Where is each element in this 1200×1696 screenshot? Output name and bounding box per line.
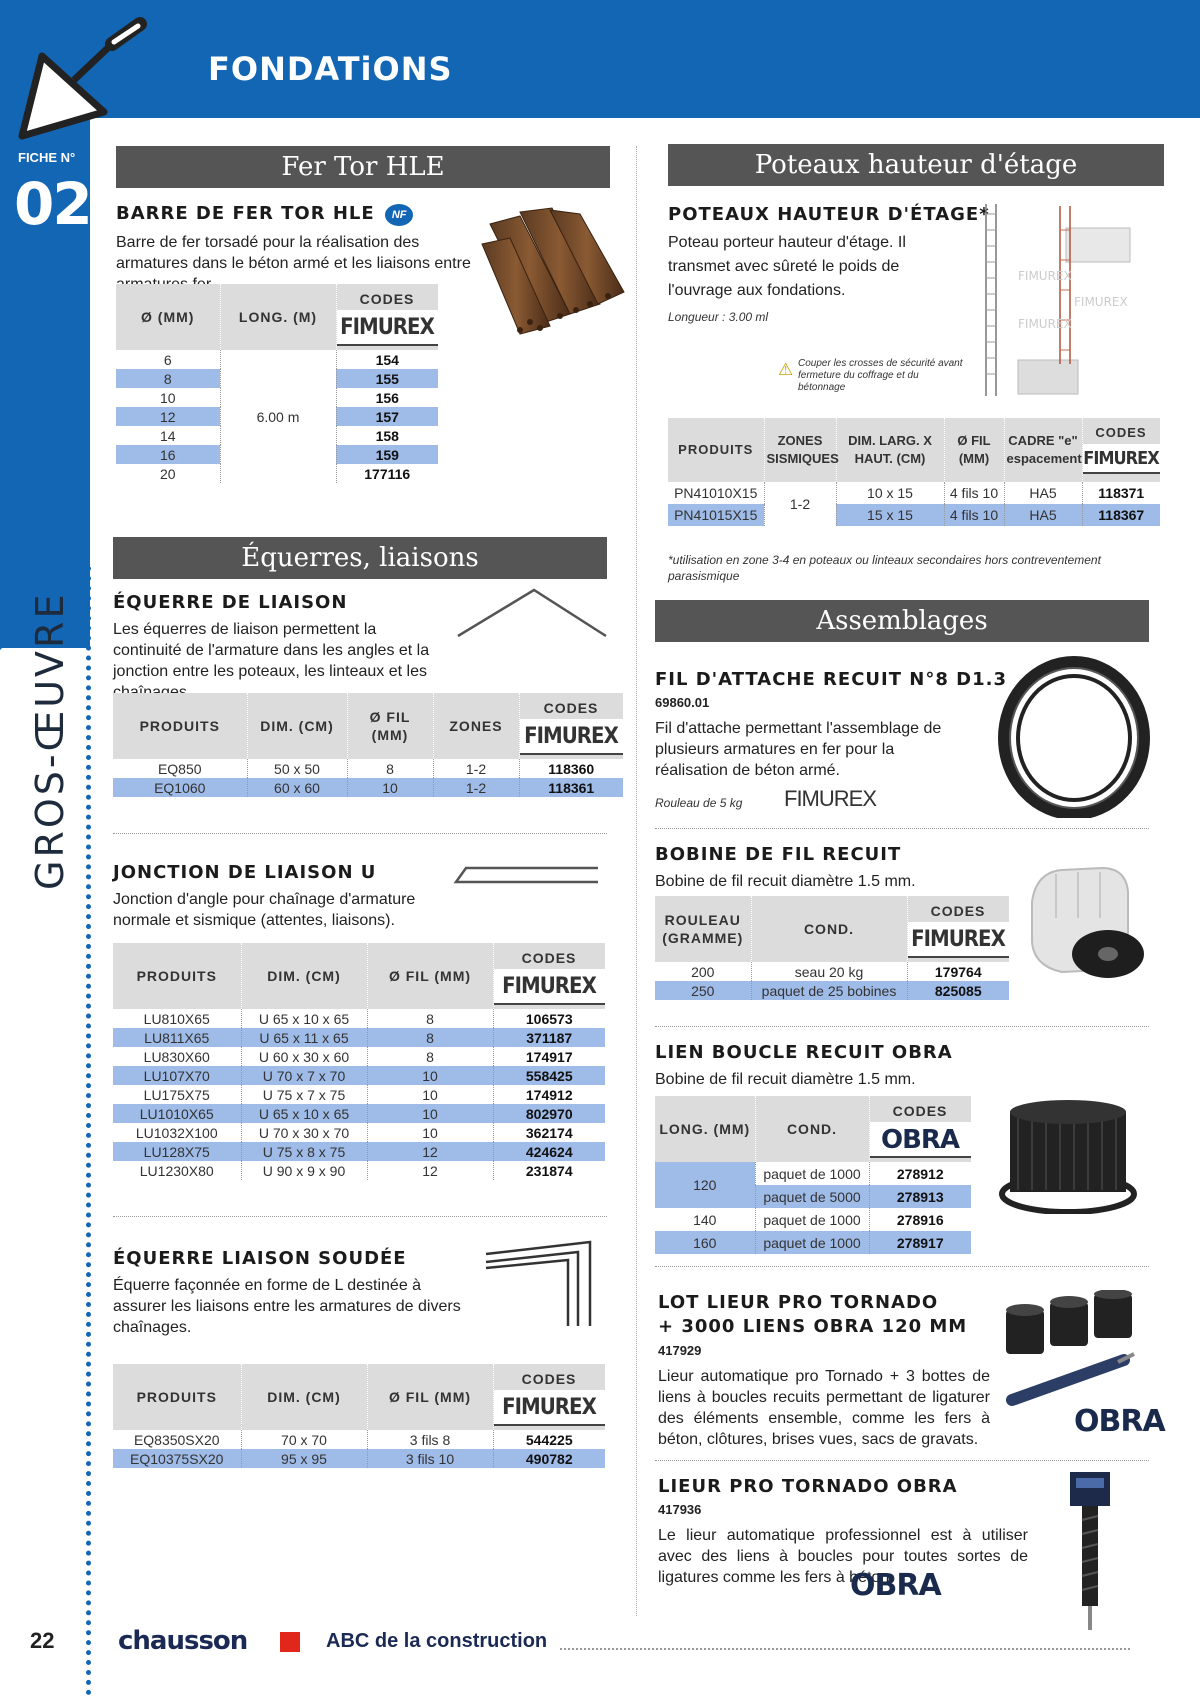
table-row: PN41010X15 1-2 10 x 15 4 fils 10 HA5 118371 [668,482,1160,504]
long-cell: 6.00 m [220,350,336,483]
fer-tor-title: BARRE DE FER TOR HLE [116,203,375,224]
table-cell: U 70 x 30 x 70 [241,1123,367,1142]
table-cell: LU128X75 [113,1142,241,1161]
table-cell: U 65 x 11 x 65 [241,1028,367,1047]
separator [113,833,607,834]
table-cell: seau 20 kg [751,962,907,981]
section-fer-tor: Fer Tor HLE [116,146,610,188]
lot-title-1: LOT LIEUR PRO TORNADO [658,1292,939,1313]
table-cell: 10 [367,1123,493,1142]
section-poteaux: Poteaux hauteur d'étage [668,144,1164,186]
table-cell: 200 [655,962,751,981]
table-cell: 8 [116,369,220,388]
table-cell: 70 x 70 [241,1430,367,1449]
table-cell: 825085 [907,981,1009,1000]
table-row [113,1123,605,1142]
table-cell: 3 fils 10 [367,1449,493,1468]
category-label: GROS-ŒUVRE [28,591,72,890]
wire-coil-image [998,656,1150,818]
col-codes: CODES FIMUREX [493,1364,605,1430]
bobine-title: BOBINE DE FIL RECUIT [655,844,902,865]
table-cell: 362174 [525,1124,573,1141]
section-equerres: Équerres, liaisons [113,537,607,579]
fimurex-logo: FIMUREX [520,719,623,755]
table-cell: LU175X75 [113,1085,241,1104]
table-row: 140 paquet de 1000 278916 [655,1208,971,1231]
col-cadre: CADRE "e" espacement [1004,418,1082,482]
chausson-logo: chausson [118,1626,248,1656]
table-cell: LU107X70 [113,1066,241,1085]
table-cell: 6 [116,350,220,369]
col-fil: Ø FIL (MM) [944,418,1004,482]
lien-title: LIEN BOUCLE RECUIT OBRA [655,1042,953,1063]
trowel-icon [12,16,152,146]
col-codes: CODES FIMUREX [336,284,438,350]
soudee-table [113,1364,606,1468]
footer-tagline: ABC de la construction [326,1630,548,1652]
table-cell: LU1032X100 [113,1123,241,1142]
poteaux-longueur: Longueur : 3.00 ml [668,310,769,324]
col-codes: CODES OBRA [869,1096,971,1162]
lot-title-2: + 3000 LIENS OBRA 120 MM [658,1316,968,1337]
side-dotted-line [86,566,91,1696]
jonction-desc: Jonction d'angle pour chaînage d'armature normale et sismique (attentes, liaisons). [113,891,416,929]
poteaux-warning: ⚠ Couper les crosses de sécurité avant fermeture du coffrage et du bétonnage [778,358,963,393]
soudee-title: ÉQUERRE LIAISON SOUDÉE [113,1248,407,1269]
separator [655,1266,1149,1267]
table-cell: 3 fils 8 [367,1430,493,1449]
col-dim: DIM. (CM) [241,943,367,1009]
section-assemblages: Assemblages [655,600,1149,642]
soudee-desc: Équerre façonnée en forme de L destinée à assurer les liaisons entre les armatures de divers chaînages. [113,1277,461,1336]
table-cell: U 65 x 10 x 65 [241,1009,367,1028]
lieur-tool-image [1060,1470,1120,1636]
col-codes: CODES FIMUREX [907,896,1009,962]
lieur-ref: 417936 [658,1502,702,1517]
svg-text:FIMUREX: FIMUREX [1074,295,1128,309]
table-cell: 156 [375,389,399,406]
fil-ref: 69860.01 [655,695,710,710]
table-row: 160 paquet de 1000 278917 [655,1231,971,1254]
col-codes: CODES FIMUREX [1082,418,1160,482]
fimurex-logo: FIMUREX [784,786,876,811]
fil-note: Rouleau de 5 kg [655,796,743,810]
fimurex-logo: FIMUREX [494,1390,605,1426]
col-produits: PRODUITS [113,1364,241,1430]
col-rouleau: ROULEAU (GRAMME) [655,896,751,962]
table-cell: 50 x 50 [247,759,347,778]
table-cell: 106573 [525,1010,573,1027]
col-cond: COND. [751,896,907,962]
col-codes: CODES FIMUREX [493,943,605,1009]
svg-text:FIMUREX: FIMUREX [1018,269,1072,283]
obra-logo: OBRA [870,1122,971,1158]
col-diam: Ø (MM) [116,284,220,350]
table-row [113,1161,605,1180]
table-cell: 157 [336,407,438,426]
table-cell: 10 [367,1104,493,1123]
table-cell: 14 [116,426,220,445]
obra-logo: OBRA [850,1568,941,1603]
col-zones: ZONES [433,693,519,759]
table-cell: 174917 [525,1048,573,1065]
table-row [113,759,623,778]
table-cell: U 75 x 8 x 75 [241,1142,367,1161]
fimurex-logo: FIMUREX [908,922,1009,958]
table-cell: LU810X65 [113,1009,241,1028]
lot-tornado-image [1002,1290,1138,1410]
rebar-bundle-image [480,204,628,340]
table-cell: 12 [367,1161,493,1180]
fiche-label: FICHE N° [18,150,76,165]
warning-icon: ⚠ [778,360,794,379]
page-title: FONDATiONS [208,50,453,88]
col-fil: Ø FIL (MM) [367,1364,493,1430]
fimurex-logo: FIMUREX [1083,444,1160,474]
separator [655,1460,1149,1461]
fimurex-watermark [1018,269,1128,331]
equerre-image [454,584,610,640]
col-fil: Ø FIL (MM) [367,943,493,1009]
bobine-desc: Bobine de fil recuit diamètre 1.5 mm. [655,873,916,890]
table-cell: 424624 [493,1142,605,1161]
poteaux-footnote: *utilisation en zone 3-4 en poteaux ou linteaux secondaires hors contreventement parasismique [668,553,1101,583]
table-cell: 1-2 [433,778,519,797]
table-cell: U 90 x 9 x 90 [241,1161,367,1180]
fer-tor-title-row [116,203,413,226]
table-row [113,1430,605,1449]
table-cell: U 65 x 10 x 65 [241,1104,367,1123]
table-cell: EQ1060 [113,778,247,797]
col-produits: PRODUITS [113,693,247,759]
table-row [113,1028,605,1047]
table-row [113,778,623,797]
table-cell: 10 [367,1066,493,1085]
table-cell: EQ850 [113,759,247,778]
table-cell: U 70 x 7 x 70 [241,1066,367,1085]
col-long: LONG. (M) [220,284,336,350]
lot-ref: 417929 [658,1343,702,1358]
lot-desc: Lieur automatique pro Tornado + 3 bottes de liens à boucles recuits permettant de ligaturer des éléments ensemble, comme les fers à béton, clôtures, brises vues, sacs de gravats. [658,1368,990,1448]
table-row: 120 paquet de 1000 278912 [655,1162,971,1185]
table-cell: 118360 [548,760,595,777]
bobine-hand-image [1022,862,1150,986]
table-row [113,1142,605,1161]
table-cell: 154 [375,351,399,368]
table-cell: 159 [336,445,438,464]
table-cell: 177116 [364,465,411,482]
lieur-desc: Le lieur automatique professionnel est à utiliser avec des liens à boucles pour toutes sortes de ligatures comme les fers à béton. [658,1527,1028,1586]
table-row [113,1449,605,1468]
table-cell: 371187 [493,1028,605,1047]
poteaux-image [978,200,1168,400]
lien-table [655,1096,972,1254]
separator [113,1216,607,1217]
chausson-mark-icon [280,1632,300,1652]
eq-liaison-title: ÉQUERRE DE LIAISON [113,592,348,613]
obra-logo: OBRA [1074,1404,1165,1439]
table-cell: 155 [336,369,438,388]
table-cell: paquet de 25 bobines [751,981,907,1000]
fiche-number: 02 [14,170,91,238]
table-cell: 544225 [525,1431,573,1448]
fer-tor-desc: Barre de fer torsadé pour la réalisation des armatures dans le béton armé et les liaisons entre [116,234,471,272]
table-cell: 16 [116,445,220,464]
table-row [113,1085,605,1104]
col-codes: CODES FIMUREX [519,693,623,759]
table-cell: 8 [367,1009,493,1028]
table-cell: 250 [655,981,751,1000]
col-produits: PRODUITS [113,943,241,1009]
page-number: 22 [30,1628,55,1653]
table-row [655,981,1009,1000]
fil-desc: Fil d'attache permettant l'assemblage de plusieurs armatures en fer pour la réalisation de béton armé. [655,720,942,779]
table-cell: LU811X65 [113,1028,241,1047]
table-cell: 558425 [493,1066,605,1085]
eq-liaison-desc: Les équerres de liaison permettent la continuité de l'armature dans les angles et la jonction entre les poteaux, les linteaux et les [113,621,430,680]
col-dim: DIM. (CM) [247,693,347,759]
svg-text:FIMUREX: FIMUREX [1018,317,1072,331]
table-cell: 8 [367,1028,493,1047]
column-divider [636,146,637,1616]
eq-liaison-table [113,693,624,797]
table-row [113,1066,605,1085]
separator [655,1026,1149,1027]
table-cell: 12 [116,407,220,426]
table-cell: U 75 x 7 x 75 [241,1085,367,1104]
table-cell: 20 [116,464,220,483]
table-row [116,350,438,369]
table-cell: EQ10375SX20 [113,1449,241,1468]
table-cell: U 60 x 30 x 60 [241,1047,367,1066]
table-cell: EQ8350SX20 [113,1430,241,1449]
col-zones: ZONES SISMIQUES [764,418,836,482]
table-cell: 802970 [493,1104,605,1123]
table-cell: 8 [367,1047,493,1066]
table-cell: 10 [347,778,433,797]
col-dim: DIM. LARG. X HAUT. (CM) [836,418,944,482]
table-cell: 95 x 95 [241,1449,367,1468]
col-long: LONG. (MM) [655,1096,755,1162]
jonction-title: JONCTION DE LIAISON U [113,862,377,883]
table-cell: 1-2 [433,759,519,778]
table-row [113,1009,605,1028]
table-cell: 12 [367,1142,493,1161]
table-cell: 174912 [525,1086,573,1103]
fil-title: FIL D'ATTACHE RECUIT N°8 D1.3 [655,669,1007,690]
poteaux-title: POTEAUX HAUTEUR D'ÉTAGE* [668,204,990,225]
table-cell: 118361 [519,778,623,797]
nf-icon: NF [385,204,413,226]
jonction-table [113,943,606,1180]
table-cell: 158 [375,427,399,444]
separator [655,828,1149,829]
table-cell: 10 [116,388,220,407]
table-row: paquet de 5000 278913 [655,1185,971,1208]
col-produits: PRODUITS [668,418,764,482]
fimurex-logo: FIMUREX [337,310,438,346]
col-dim: DIM. (CM) [241,1364,367,1430]
table-cell: 60 x 60 [247,778,347,797]
lieur-title: LIEUR PRO TORNADO OBRA [658,1476,958,1497]
table-row: PN41015X15 15 x 15 4 fils 10 HA5 118367 [668,504,1160,526]
poteaux-desc: Poteau porteur hauteur d'étage. Il transmet avec sûreté le poids de l'ouvrage aux fondations. [668,234,906,299]
lien-desc: Bobine de fil recuit diamètre 1.5 mm. [655,1071,916,1088]
header-band [0,0,1200,118]
footer-dotted-line [560,1648,1130,1650]
table-cell: 490782 [493,1449,605,1468]
lien-boucle-image [998,1098,1140,1214]
table-cell: 179764 [934,963,982,980]
table-cell: 10 [367,1085,493,1104]
table-cell: 8 [347,759,433,778]
table-cell: 231874 [525,1162,573,1179]
table-cell: LU1010X65 [113,1104,241,1123]
col-fil: Ø FIL (MM) [347,693,433,759]
table-row [113,1104,605,1123]
fimurex-logo: FIMUREX [494,969,605,1005]
table-cell: LU1230X80 [113,1161,241,1180]
table-row [655,962,1009,981]
bobine-table [655,896,1010,1000]
table-cell: LU830X60 [113,1047,241,1066]
jonction-u-image [452,864,602,886]
col-cond: COND. [755,1096,869,1162]
table-row [113,1047,605,1066]
fer-tor-table [116,284,439,483]
equerre-soudee-image [484,1238,600,1330]
poteaux-table [668,418,1161,526]
